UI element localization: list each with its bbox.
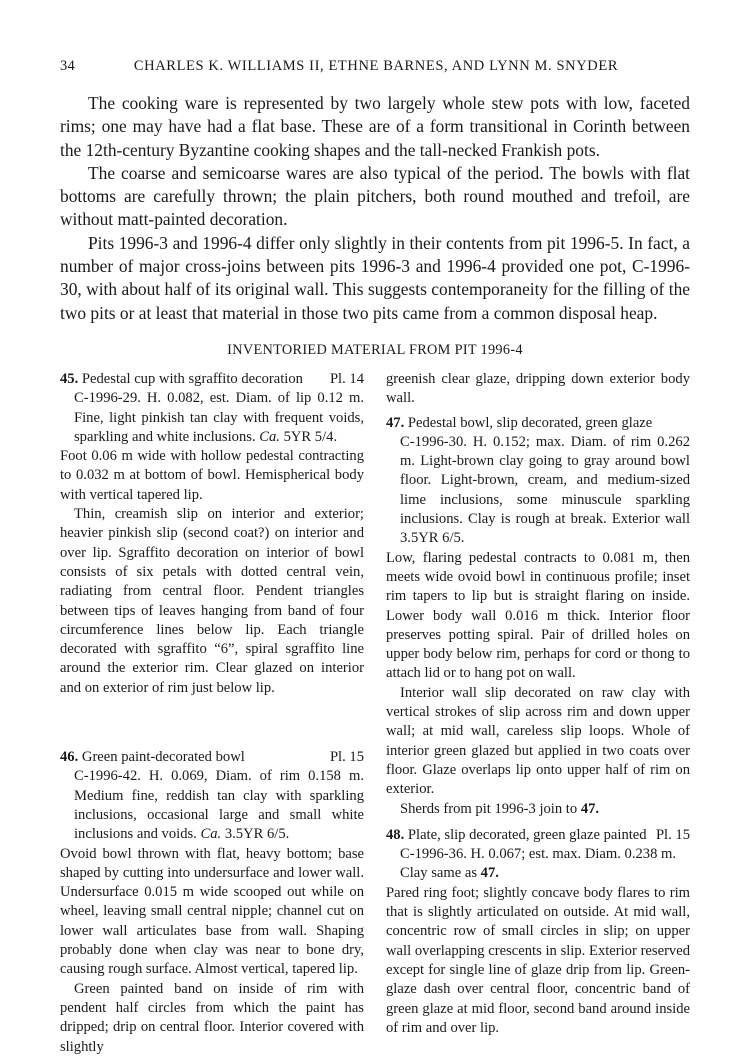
catalog-entry-48 — [386, 826, 690, 1038]
running-header — [60, 58, 692, 78]
entry-46-heading — [60, 748, 364, 767]
intro-paragraph-1: The cooking ware is represented by two largely whole stew pots with low, faceted rims; one may have had a flat base. These are of a form transitional in Corinth between the 12th-century Byzantine cooking shapes and the tall-necked Frankish pots. — [60, 93, 690, 160]
entry-47-number: 47. — [386, 414, 405, 431]
entry-46-decoration: Green painted band on inside of rim with pendent half circles from which the paint has dripped; drip on central floor. Interior covered with slightly — [60, 980, 364, 1055]
catalog-entry-46 — [60, 748, 364, 1057]
entry-47-title: Pedestal bowl, slip decorated, green glaze — [407, 414, 653, 431]
entry-45-title: Pedestal cup with sgraffito decoration — [81, 371, 303, 387]
entry-48-clay-note: Clay same as 47. — [400, 865, 499, 882]
entry-47-heading — [386, 414, 690, 433]
entry-46-title: Green paint-decorated bowl — [81, 749, 245, 766]
entry-45-heading — [60, 370, 364, 389]
entry-46-specs: C-1996-42. H. 0.069, Diam. of rim 0.158 m. Medium fine, reddish tan clay with sparkling inclusions, occasional large and small white inclusions and voids. Ca. 3.5YR 6/5. — [74, 768, 364, 843]
running-head-authors: CHARLES K. WILLIAMS II, ETHNE BARNES, AND LYNN M. SNYDER — [133, 58, 619, 74]
entry-48-title: Plate, slip decorated, green glaze painted — [407, 826, 647, 843]
intro-text — [60, 92, 690, 325]
entry-45-plate: Pl. 14 — [329, 371, 364, 387]
entry-45-number: 45. — [60, 371, 79, 387]
entry-46-number: 46. — [60, 749, 79, 766]
entry-47-decoration: Interior wall slip decorated on raw clay with vertical strokes of slip across rim and down upper wall; at mid wall, careless slip loops. Whole of interior green glazed but applied in two coats over floor. Glaze overlaps lip onto upper half of rim on exterior. — [386, 684, 690, 798]
entry-46-description: Ovoid bowl thrown with flat, heavy bottom; base shaped by cutting into undersurface and lower wall. Undersurface 0.015 m wide scooped out while on wheel, leaving small central nipple; channel cut on lower wall articulates base from wall. Shaping probably done when clay was near to bone dry, causing rough surface. Almost vertical, tapered lip. — [60, 845, 364, 978]
catalog-entry-45 — [60, 370, 364, 698]
entry-48-description: Pared ring foot; slightly concave body flares to rim that is slightly articulated on outside. At mid wall, concentric row of small circles in slip; on upper wall overlapping crescents in slip. Exterior reserved except for single line of glaze drip from lip. Green-glaze dash over central floor, concentric band of green glaze at mid floor, second band around inside of rim and over lip. — [386, 884, 690, 1036]
entry-47-description: Low, flaring pedestal contracts to 0.081 m, then meets wide ovoid bowl in continuous profile; inset rim tapers to lip but is straight flaring on inside. Lower body wall 0.016 m thick. Interior floor preserves potting spiral. Pair of drilled holes on upper body below rim, perhaps for cord or thong to attach lid or to hang pot on wall. — [386, 549, 690, 682]
entry-47-join-note: Sherds from pit 1996-3 join to 47. — [400, 800, 600, 817]
entry-45-specs: C-1996-29. H. 0.082, est. Diam. of lip 0.12 m. Fine, light pinkish tan clay with frequent voids, sparkling and white inclusions. Ca. 5YR 5/4. — [74, 390, 364, 445]
entry-45-description: Foot 0.06 m wide with hollow pedestal contracting to 0.032 m at bottom of bowl. Hemispherical body with vertical tapered lip. — [60, 448, 364, 503]
left-column — [60, 370, 364, 1057]
intro-paragraph-3: Pits 1996-3 and 1996-4 differ only slightly in their contents from pit 1996-5. In fact, a number of major cross-joins between pits 1996-3 and 1996-4 provided one pot, C-1996-30, with about half of its original wall. This suggests contemporaneity for the filling of the two pits or at least that material in those two pits came from a common disposal heap. — [60, 232, 690, 323]
entry-45-decoration: Thin, creamish slip on interior and exterior; heavier pinkish slip (second coat?) on interior and over lip. Sgraffito decoration on interior of bowl consists of six petals with dotted central vein, radiating from central floor. Pendent triangles between tips of leaves hanging from band of four circumference lines below lip. Each triangle decorated with sgraffito “6”, spiral sgraffito line around the exterior rim. Clear glazed on interior and on exterior of rim just below lip. — [60, 506, 364, 696]
entry-47-specs: C-1996-30. H. 0.152; max. Diam. of rim 0.262 m. Light-brown clay going to gray around bowl floor. Light-brown, cream, and medium-sized lime inclusions, some minuscule sparkling inclusions. Clay is rough at break. Exterior wall 3.5YR 6/5. — [400, 433, 690, 547]
catalog-entry-47 — [386, 414, 690, 819]
entry-48-heading — [386, 826, 690, 845]
entry-48-specs: C-1996-36. H. 0.067; est. max. Diam. 0.238 m. — [400, 846, 677, 863]
page-number: 34 — [60, 58, 75, 74]
section-title: INVENTORIED MATERIAL FROM PIT 1996-4 — [227, 342, 523, 358]
entry-48-number: 48. — [386, 826, 405, 843]
entry-48-plate: Pl. 15 — [655, 826, 690, 843]
entry-46-decoration-continued: greenish clear glaze, dripping down exterior body wall. — [386, 371, 690, 407]
entry-46-plate: Pl. 15 — [329, 749, 364, 766]
right-column — [386, 370, 690, 1038]
intro-paragraph-2: The coarse and semicoarse wares are also typical of the period. The bowls with flat bottoms are carefully thrown; the plain pitchers, both round mouthed and trefoil, are without matt-painted decoration. — [60, 162, 690, 230]
